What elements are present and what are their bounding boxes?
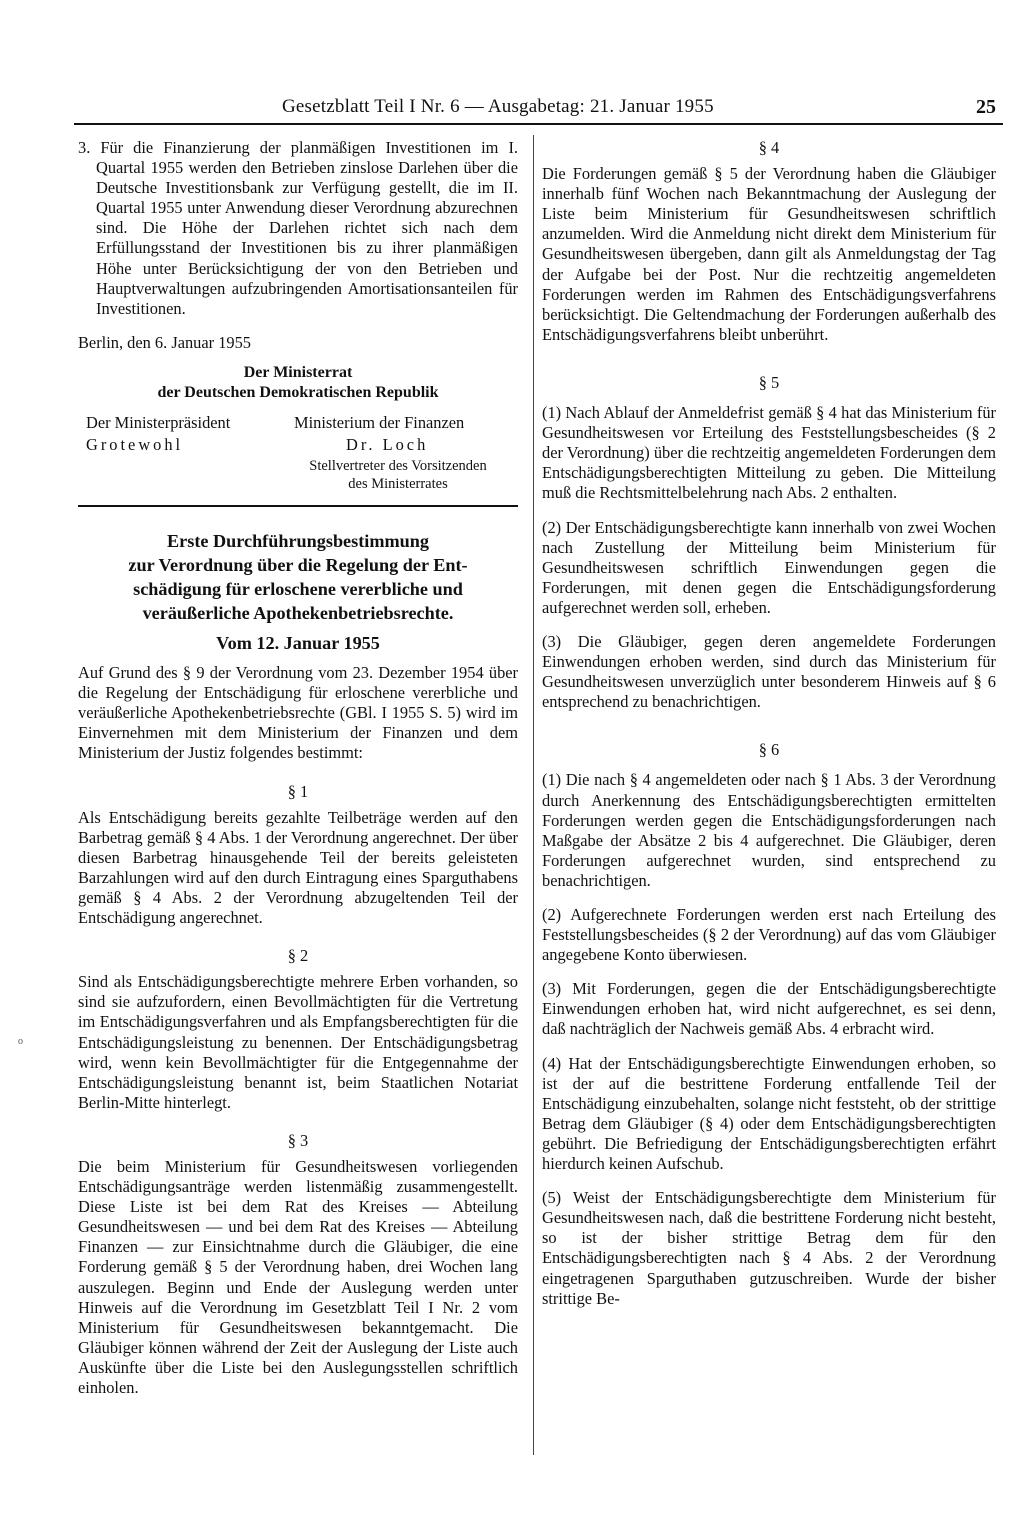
ordinance-title-line3: schädigung für erloschene vererbliche und <box>133 578 463 599</box>
margin-mark: o <box>18 1036 23 1047</box>
section-3-mark: § 3 <box>287 1130 309 1150</box>
section-5-mark: § 5 <box>758 372 780 392</box>
ordinance-title-line2: zur Verordnung über die Regelung der Ent- <box>128 554 468 575</box>
section-6-para-3: (3) Mit Forderungen, gegen die der Entschädigungsberechtigte Einwendungen erhoben hat, wird nicht aufgerechnet, es sei denn, daß nachträglich der Nachweis gemäß Abs. 4 erbracht wird. <box>542 979 996 1039</box>
section-6-mark: § 6 <box>758 740 780 760</box>
section-6-para-1: (1) Die nach § 4 angemeldeten oder nach § 1 Abs. 3 der Verordnung durch Anerkennung des Entschädigungsberechtigten ermittelten Forderungen werden gegen die Entschädigungsforderungen nach Maßgabe der Absätze 2 bis 4 aufgerechnet. Die Gläubiger, deren Forderungen aufgerechnet wurden, sind entsprechend zu benachrichtigen. <box>542 770 996 890</box>
section-separator <box>78 505 518 507</box>
section-1-text: Als Entschädigung bereits gezahlte Teilbeträge werden auf den Barbetrag gemäß § 4 Abs. 1 der Verordnung angerechnet. Der über diesen Barbetrag hinausgehende Teil der bereits geleisteten Barzahlungen wird auf den durch Eintragung eines Sparguthabens gemäß § 4 Abs. 2 der Verordnung abzugeltenden Teil der Entschädigung angerechnet. <box>78 807 518 928</box>
section-6-para-5: (5) Weist der Entschädigungsberechtigte dem Ministerium für Gesundheitswesen nach, daß die bestrittene Forderung nicht besteht, so ist der bisher strittige Betrag dem für den Entschädigungsberechtigten nach § 4 Abs. 2 der Verordnung eingetragenen Sparguthaben gutzuschreiben. Wurde der bisher strittige Be- <box>542 1188 996 1308</box>
ordinance-title-line1: Erste Durchführungsbestimmung <box>167 530 429 551</box>
section-2-text: Sind als Entschädigungsberechtigte mehrere Erben vorhanden, so sind sie aufzufordern, einen Bevollmächtigten für die Vertretung im Entschädigungsverfahren und als Empfangsberechtigten für die Entschädigungsleistung zu benennen. Der Entschädigungsbetrag wird, wenn kein Bevollmächtigter für die Entgegennahme der Entschädigungsleistung benannt ist, beim Staatlichen Notariat Berlin-Mitte hinterlegt. <box>78 972 518 1112</box>
right-column <box>542 138 996 1309</box>
council-name-line2: der Deutschen Demokratischen Republik <box>157 383 439 401</box>
signature-titles <box>78 413 518 435</box>
section-1-mark: § 1 <box>287 781 309 801</box>
page-header <box>0 96 1024 124</box>
signature-role-line1: Stellvertreter des Vorsitzenden <box>309 457 487 474</box>
section-6-para-2: (2) Aufgerechnete Forderungen werden erst nach Erteilung des Feststellungsbescheides (§ 2 der Verordnung) auf das vom Gläubiger angegebene Konto überwiesen. <box>542 905 996 965</box>
signature-left-name: Grotewohl <box>86 434 184 454</box>
section-4-text: Die Forderungen gemäß § 5 der Verordnung haben die Gläubiger innerhalb fünf Wochen nach Bekanntmachung der Auslegung der Liste beim Ministerium für Gesundheitswesen schriftlich anzumelden. Wird die Anmeldung nicht direkt dem Ministerium für Gesundheitswesen übergeben, dann gilt als Anmeldungstag der Tag der Aufgabe bei der Post. Nur die rechtzeitig angemeldeten Forderungen werden im Rahmen des Entschädigungsverfahrens berücksichtigt. Die Geltendmachung der Forderungen außerhalb des Entschädigungsverfahrens bleibt unberührt. <box>542 164 996 344</box>
section-2-mark: § 2 <box>287 946 309 966</box>
place-date: Berlin, den 6. Januar 1955 <box>78 332 251 352</box>
page-number: 25 <box>976 96 996 118</box>
section-4-mark: § 4 <box>758 138 780 157</box>
signature-right-role <box>283 457 513 493</box>
signature-right-name: Dr. Loch <box>346 434 429 454</box>
signature-role-line2: des Ministerrates <box>348 475 448 492</box>
header-title: Gesetzblatt Teil I Nr. 6 — Ausgabetag: 21. Januar 1955 <box>282 96 714 117</box>
signature-left-title: Der Ministerpräsident <box>86 412 231 432</box>
item-3-paragraph: 3. Für die Finanzierung der planmäßigen Investitionen im I. Quartal 1955 werden den Betrieben zinslose Darlehen über die Deutsche Investitionsbank zur Verfügung gestellt, die im II. Quartal 1955 unter Anwendung dieser Verordnung abzurechnen sind. Die Höhe der Darlehen richtet sich nach dem Erfüllungsstand der Investitionen bis zu ihrer planmäßigen Höhe unter Berücksichtigung der von den Betrieben und Hauptverwaltungen aufzubringenden Amortisationsanteilen für Investitionen. <box>78 138 518 318</box>
signature-names <box>78 435 518 457</box>
signature-right-title: Ministerium der Finanzen <box>294 412 465 432</box>
ordinance-date: Vom 12. Januar 1955 <box>216 632 380 653</box>
ordinance-title <box>78 529 518 625</box>
column-divider <box>533 135 534 1455</box>
section-5-para-2: (2) Der Entschädigungsberechtigte kann innerhalb von zwei Wochen nach Zustellung der Mitteilung beim Ministerium für Gesundheitswesen schriftlich Einwendungen gegen die Forderungen, mit denen gegen die Entschädigungsforderung aufgerechnet werden soll, erheben. <box>542 517 996 617</box>
section-6-para-4: (4) Hat der Entschädigungsberechtigte Einwendungen erhoben, so ist der auf die bestrittene Forderung entfallende Teil der Entschädigung einzubehalten, solange nicht feststeht, ob der strittige Betrag dem Gläubiger (§ 4) oder dem Entschädigungsberechtigten gebührt. Die Befriedigung der Entschädigungsberechtigten erfährt hierdurch keinen Aufschub. <box>542 1053 996 1174</box>
left-column <box>78 138 518 1398</box>
council-name-line1: Der Ministerrat <box>243 363 353 381</box>
section-5-para-1: (1) Nach Ablauf der Anmeldefrist gemäß § 4 hat das Ministerium für Gesundheitswesen vor Erteilung des Feststellungsbescheides (§ 2 der Verordnung) über die rechtzeitig angemeldeten Forderungen dem Entschädigungsberechtigten Mitteilung zu geben. Die Mitteilung muß die Rechtsmittelbelehrung nach Abs. 2 enthalten. <box>542 403 996 503</box>
header-rule <box>74 123 1003 125</box>
section-3-text: Die beim Ministerium für Gesundheitswesen vorliegenden Entschädigungsanträge werden listenmäßig zusammengestellt. Diese Liste ist bei dem Rat des Kreises — Abteilung Gesundheitswesen — und bei dem Rat des Kreises — Abteilung Finanzen — zur Einsichtnahme durch die Gläubiger, die eine Forderung gemäß § 5 der Verordnung haben, drei Wochen lang auszulegen. Beginn und Ende der Auslegung werden unter Hinweis auf die Verordnung im Gesetzblatt Teil I Nr. 2 vom Ministerium für Gesundheitswesen bekanntgemacht. Die Gläubiger können während der Zeit der Auslegung der Liste auch Auskünfte über die Liste bei den Auslegungsstellen schriftlich einholen. <box>78 1157 518 1398</box>
preamble: Auf Grund des § 9 der Verordnung vom 23. Dezember 1954 über die Regelung der Entschädigung für erloschene vererbliche und veräußerliche Apothekenbetriebsrechte (GBl. I 1955 S. 5) wird im Einvernehmen mit dem Ministerium der Finanzen und dem Ministerium der Justiz folgendes bestimmt: <box>78 663 518 763</box>
section-5-para-3: (3) Die Gläubiger, gegen deren angemeldete Forderungen Einwendungen erhoben werden, sind durch das Ministerium für Gesundheitswesen unverzüglich unter besonderem Hinweis auf § 6 entsprechend zu benachrichtigen. <box>542 631 996 712</box>
ordinance-title-line4: veräußerliche Apothekenbetriebsrechte. <box>142 602 454 623</box>
